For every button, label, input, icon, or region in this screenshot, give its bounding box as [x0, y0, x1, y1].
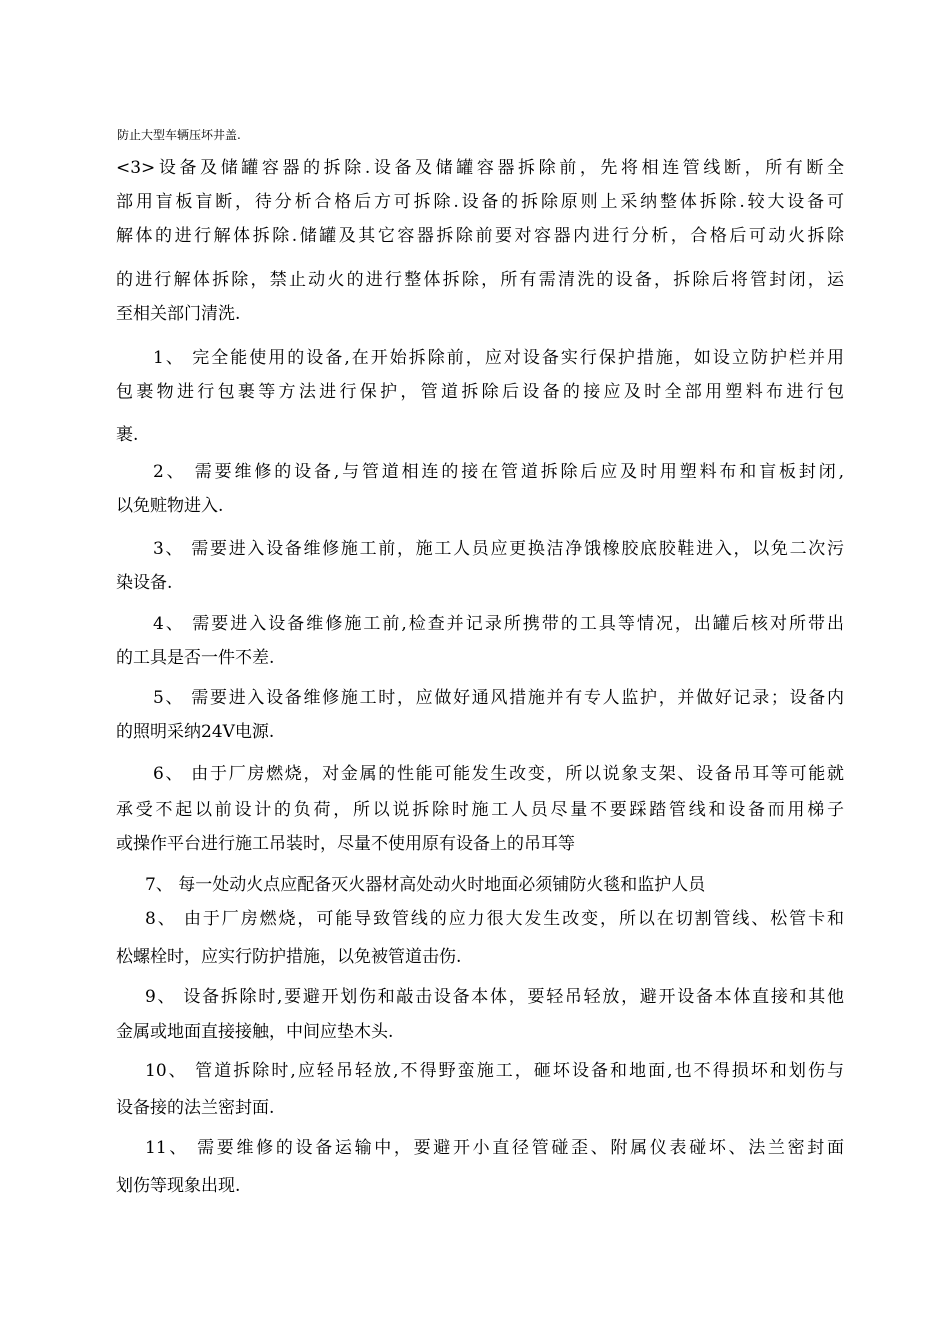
paragraph-line: 解体的进行解体拆除.储罐及其它容器拆除前要对容器内进行分析，合格后可动火拆除: [116, 226, 844, 246]
list-item-line: 11、 需要维修的设备运输中，要避开小直径管碰歪、附属仪表碰坏、法兰密封面: [145, 1138, 844, 1158]
list-item-line: 1、 完全能使用的设备,在开始拆除前，应对设备实行保护措施，如设立防护栏并用: [153, 348, 844, 368]
list-item-line: 9、 设备拆除时,要避开划伤和敲击设备本体，要轻吊轻放，避开设备本体直接和其他: [145, 987, 844, 1007]
list-item-line: 的照明采纳24V电源.: [116, 722, 275, 742]
list-item-line: 2、 需要维修的设备,与管道相连的接在管道拆除后应及时用塑料布和盲板封闭,: [153, 462, 844, 482]
list-item-line: 染设备.: [116, 573, 173, 593]
list-item-line: 承受不起以前设计的负荷，所以说拆除时施工人员尽量不要踩踏管线和设备而用梯子: [116, 800, 844, 820]
list-item-line: 4、 需要进入设备维修施工前,检查并记录所携带的工具等情况，出罐后核对所带出: [153, 614, 844, 634]
list-item-line: 以免赃物进入.: [116, 496, 224, 516]
list-item-line: 裹.: [116, 425, 139, 445]
list-item-line: 的工具是否一件不差.: [116, 648, 275, 668]
list-item-line: 包裹物进行包裹等方法进行保护，管道拆除后设备的接应及时全部用塑料布进行包: [116, 382, 844, 402]
list-item-line: 7、 每一处动火点应配备灭火器材高处动火时地面必须铺防火毯和监护人员: [145, 875, 706, 895]
list-item-line: 金属或地面直接接触，中间应垫木头.: [116, 1022, 394, 1042]
list-item-line: 5、 需要进入设备维修施工时，应做好通风措施并有专人监护，并做好记录；设备内: [153, 688, 844, 708]
list-item-line: 划伤等现象出现.: [116, 1176, 241, 1196]
paragraph-line: 的进行解体拆除，禁止动火的进行整体拆除，所有需清洗的设备，拆除后将管封闭，运: [116, 270, 844, 290]
paragraph-line: 部用盲板盲断，待分析合格后方可拆除.设备的拆除原则上采纳整体拆除.较大设备可: [116, 192, 844, 212]
paragraph-line: 至相关部门清洗.: [116, 304, 241, 324]
list-item-line: 10、 管道拆除时,应轻吊轻放,不得野蛮施工，砸坏设备和地面,也不得损坏和划伤与: [145, 1061, 844, 1081]
list-item-line: 3、 需要进入设备维修施工前，施工人员应更换洁净饿橡胶底胶鞋进入，以免二次污: [153, 539, 844, 559]
list-item-line: 设备接的法兰密封面.: [116, 1098, 275, 1118]
list-item-line: 6、 由于厂房燃烧，对金属的性能可能发生改变，所以说象支架、设备吊耳等可能就: [153, 764, 844, 784]
list-item-line: 8、 由于厂房燃烧，可能导致管线的应力很大发生改变，所以在切割管线、松管卡和: [145, 909, 844, 929]
list-item-line: 或操作平台进行施工吊装时，尽量不使用原有设备上的吊耳等: [116, 834, 575, 854]
paragraph-line: <3>设备及储罐容器的拆除.设备及储罐容器拆除前，先将相连管线断，所有断全: [116, 158, 844, 178]
list-item-line: 松螺栓时，应实行防护措施，以免被管道击伤.: [116, 947, 462, 967]
header-note: 防止大型车辆压坏井盖.: [117, 128, 241, 142]
